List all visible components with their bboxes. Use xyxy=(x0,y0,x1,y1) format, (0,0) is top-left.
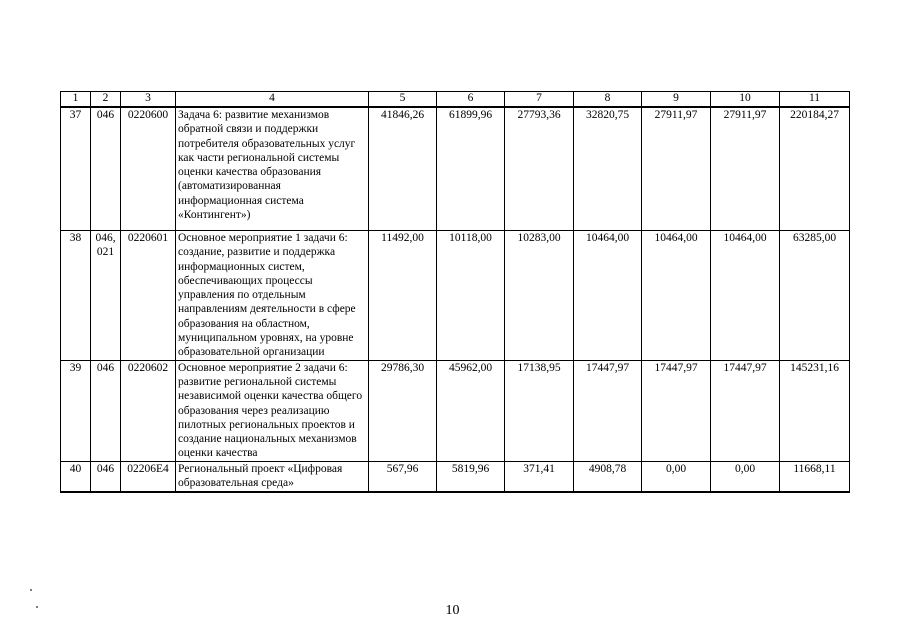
column-header: 11 xyxy=(780,92,850,108)
value-col-11: 63285,00 xyxy=(780,231,850,361)
value-col-9: 27911,97 xyxy=(642,107,711,231)
admin-code: 046 xyxy=(91,107,121,231)
value-col-11: 145231,16 xyxy=(780,360,850,461)
row-description: Основное мероприятие 2 задачи 6: развитие региональной системы независимой оценки качества общего образования через реализацию пилотных региональных проектов и создание национальных механизмов оценки качества xyxy=(176,360,369,461)
value-col-5: 11492,00 xyxy=(369,231,437,361)
kcsr-code: 0220601 xyxy=(121,231,176,361)
row-number: 38 xyxy=(61,231,91,361)
value-col-10: 17447,97 xyxy=(711,360,780,461)
column-header: 10 xyxy=(711,92,780,108)
page-number: 10 xyxy=(445,603,460,618)
value-col-7: 10283,00 xyxy=(505,231,574,361)
value-col-10: 27911,97 xyxy=(711,107,780,231)
value-col-11: 220184,27 xyxy=(780,107,850,231)
kcsr-code: 0220602 xyxy=(121,360,176,461)
value-col-10: 0,00 xyxy=(711,461,780,492)
column-header: 8 xyxy=(574,92,642,108)
value-col-8: 4908,78 xyxy=(574,461,642,492)
kcsr-code: 0220600 xyxy=(121,107,176,231)
value-col-7: 371,41 xyxy=(505,461,574,492)
value-col-7: 17138,95 xyxy=(505,360,574,461)
value-col-8: 17447,97 xyxy=(574,360,642,461)
column-header: 9 xyxy=(642,92,711,108)
value-col-6: 61899,96 xyxy=(437,107,505,231)
value-col-9: 10464,00 xyxy=(642,231,711,361)
admin-code: 046 xyxy=(91,360,121,461)
table-row xyxy=(61,461,850,492)
value-col-5: 41846,26 xyxy=(369,107,437,231)
budget-table xyxy=(60,91,850,493)
row-number: 40 xyxy=(61,461,91,492)
column-header: 3 xyxy=(121,92,176,108)
row-description: Основное мероприятие 1 задачи 6: создание, развитие и поддержка информационных систем, обеспечивающих процессы управления по отдельным направлениям деятельности в сфере образования на областном, муниципальном уровнях, на уровне образовательной организации xyxy=(176,231,369,361)
value-col-7: 27793,36 xyxy=(505,107,574,231)
kcsr-code: 02206E4 xyxy=(121,461,176,492)
value-col-8: 10464,00 xyxy=(574,231,642,361)
value-col-5: 567,96 xyxy=(369,461,437,492)
column-header: 6 xyxy=(437,92,505,108)
admin-code: 046 xyxy=(91,461,121,492)
value-col-9: 0,00 xyxy=(642,461,711,492)
admin-code: 046, 021 xyxy=(91,231,121,361)
row-number: 39 xyxy=(61,360,91,461)
table-header xyxy=(61,92,850,108)
value-col-6: 5819,96 xyxy=(437,461,505,492)
column-header: 2 xyxy=(91,92,121,108)
column-header: 7 xyxy=(505,92,574,108)
value-col-9: 17447,97 xyxy=(642,360,711,461)
column-header: 1 xyxy=(61,92,91,108)
row-description: Задача 6: развитие механизмов обратной связи и поддержки потребителя образовательных услуг как части региональной системы оценки качества образования (автоматизированная информационная система «Контингент») xyxy=(176,107,369,231)
value-col-8: 32820,75 xyxy=(574,107,642,231)
value-col-10: 10464,00 xyxy=(711,231,780,361)
value-col-5: 29786,30 xyxy=(369,360,437,461)
value-col-6: 10118,00 xyxy=(437,231,505,361)
table-row xyxy=(61,107,850,231)
value-col-6: 45962,00 xyxy=(437,360,505,461)
table-row xyxy=(61,360,850,461)
column-header: 5 xyxy=(369,92,437,108)
row-number: 37 xyxy=(61,107,91,231)
value-col-11: 11668,11 xyxy=(780,461,850,492)
scan-speck xyxy=(30,589,32,591)
table-row xyxy=(61,231,850,361)
row-description: Региональный проект «Цифровая образовательная среда» xyxy=(176,461,369,492)
column-header: 4 xyxy=(176,92,369,108)
